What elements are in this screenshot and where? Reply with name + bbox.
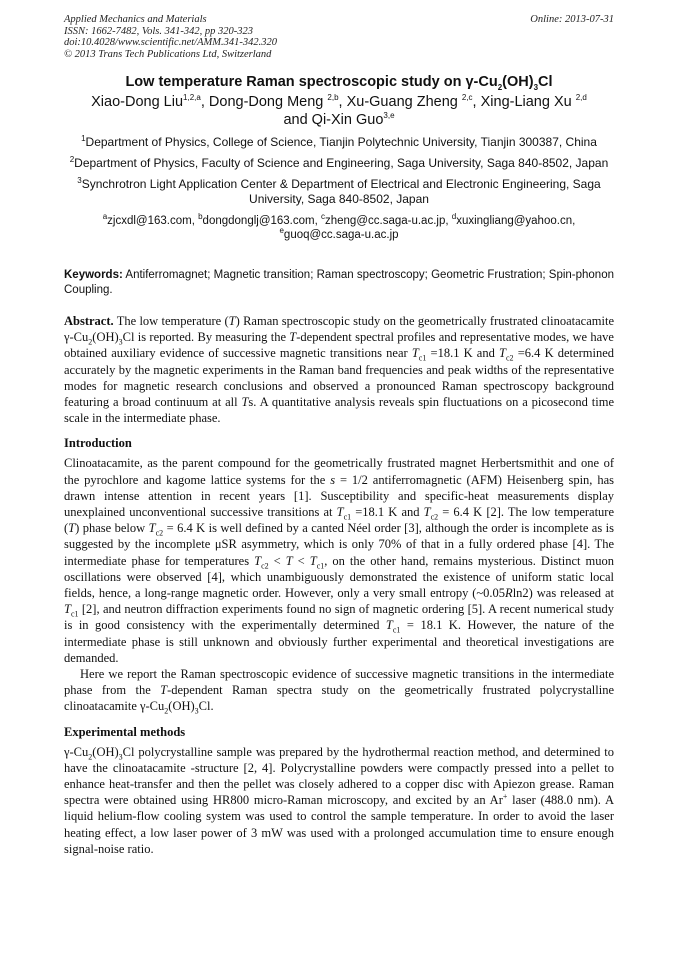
author-list: Xiao-Dong Liu$^{1,2,a}$, Dong-Dong Meng $^{2,b}$, Xu-Guang Zheng $^{2,c}$, Xing-Liang Xu $^{2,d}$ and Qi-Xin Guo$^{3,e}$ bbox=[91, 93, 587, 128]
email-link[interactable]: zjcxdl@163.com, bbox=[107, 215, 199, 227]
doi-line: doi:10.4028/www.scientific.net/AMM.341-342.320 bbox=[64, 37, 277, 48]
author-name: Xing-Liang Xu bbox=[480, 94, 576, 110]
abstract: Abstract. The low temperature (T) Raman spectroscopic study on the geometrically frustrated clinoatacamite $\gamma-Cu_2(OH)_3Cl$ is reported. By measuring the T-dependent spectral profiles and representative modes, we have obtained auxiliary evidence of successive magnetic transitions near $T_{c1} =18.1$ K and $T_{c2} =6.4$ K determined accurately by the magnetic experiments in the Raman band frequencies and peak widths of the representative modes for magnetic research conclusions and observed a pronounced Raman spectroscopy background featuring a broad continuum at all Ts. A quantitative analysis reveals spin fluctuations on a picosecond time scale in the intermediate phase. bbox=[64, 314, 614, 426]
methods-paragraph-1: $\gamma-Cu_2(OH)_3Cl$ polycrystalline sample was prepared by the hydrothermal reaction method, and determined to have the clinoatacamite -structure [2, 4]. Polycrystalline powders were compactly pressed into a pellet to enhance heat-transfer and then the pellet was closely adhered to a copper disc with Apiezon grease. Raman spectra were obtained using HR800 micro-Raman microscopy, and excited by an Ar+ laser (488.0 nm). A liquid helium-flow cooling system was used to control the sample temperature. In order to avoid the laser heating effect, a low laser power of 3 mW was used with a prolonged accumulation time to ensure enough signal-noise ratio. bbox=[64, 744, 614, 856]
email-list: $^a$zjcxdl@163.com, $^b$dongdonglj@163.com, $^c$zheng@cc.saga-u.ac.jp, $^d$xuxingliang@yahoo.cn, $^e$guoq@cc.saga-u.ac.jp bbox=[102, 212, 576, 241]
paper-page bbox=[64, 14, 614, 857]
author-name: and Qi-Xin Guo bbox=[283, 112, 384, 128]
affiliation-1: $^1$Department of Physics, College of Science, Tianjin Polytechnic University, Tianjin 300387, China bbox=[81, 134, 597, 149]
abstract-label: Abstract. bbox=[64, 314, 114, 328]
section-heading-introduction: Introduction bbox=[64, 436, 132, 451]
intro-paragraph-1: Clinoatacamite, as the parent compound for the geometrically frustrated magnet Herbertsmithit and one of the pyrochlore and kagome lattice systems for the s = 1/2 antiferromagnetic (AFM) Heisenberg spin, has drawn intense attention in recent years [1]. Susceptibility and specific-heat measurements display unexplained unconventional successive transitions at $T_{c1} =18.1$ K and $T_{c2} = 6.4$ K [2]. The low temperature (T) phase below $T_{c2} = 6.4$ K is well defined by a canted Néel order [3], although the order is incomplete as is suggested by the incomplete μSR asymmetry, which is only 70% of that in a fully ordered phase [4]. The intermediate phase for temperatures $T_{c2} < T < T_{c1}$, on the other hand, remains mysterious. Distinct muon oscillations were observed [4], which unambiguously demonstrated the existence of uniform static local fields, hence, a long-range magnetic order. However, only a very small entropy (~0.05Rln2) was released at $T_{c1}$ [2], and neutron diffraction experiments found no sign of magnetic ordering [5]. A recent numerical study is in good consistency with the experimentally determined $T_{c1} = 18.1$ K. However, the nature of the intermediate phase is still unknown and obviously further experimental and theoretical investigations are demanded. bbox=[64, 456, 615, 665]
author-name: Xu-Guang Zheng bbox=[346, 94, 462, 110]
author-name: Dong-Dong Meng bbox=[208, 94, 328, 110]
section-heading-experimental-methods: Experimental methods bbox=[64, 724, 186, 739]
intro-paragraph-2: Here we report the Raman spectroscopic evidence of successive magnetic transitions in the intermediate phase from the T-dependent Raman spectra study on the geometrically frustrated polycrystalline clinoatacamite $\gamma-Cu_2(OH)_3Cl$. bbox=[64, 667, 615, 716]
journal-header bbox=[64, 14, 614, 60]
email-link[interactable]: dongdonglj@163.com, bbox=[202, 215, 321, 227]
keywords: Keywords: Antiferromagnet; Magnetic transition; Raman spectroscopy; Geometric Frustration; Spin-phonon Coupling. bbox=[64, 269, 614, 296]
email-link[interactable]: xuxingliang@yahoo.cn, bbox=[456, 215, 576, 227]
affiliation-3: $^3$Synchrotron Light Application Center & Department of Electrical and Electronic Engineering, Saga University, Saga 840-8502, Japan bbox=[77, 176, 601, 206]
email-link[interactable]: zheng@cc.saga-u.ac.jp, bbox=[325, 215, 452, 227]
keywords-label: Keywords: bbox=[64, 269, 123, 281]
affiliation-2: $^2$Department of Physics, Faculty of Science and Engineering, Saga University, Saga 840-8502, Japan bbox=[69, 155, 609, 170]
online-date: Online: 2013-07-31 bbox=[530, 14, 614, 25]
copyright-line: © 2013 Trans Tech Publications Ltd, Switzerland bbox=[64, 48, 272, 60]
author-name: Xiao-Dong Liu bbox=[91, 94, 184, 110]
paper-title: Low temperature Raman spectroscopic study on $\gamma-Cu_2(OH)_3Cl$ bbox=[125, 74, 553, 92]
journal-name: Applied Mechanics and Materials bbox=[64, 14, 207, 25]
issn-line: ISSN: 1662-7482, Vols. 341-342, pp 320-323 bbox=[64, 25, 253, 37]
email-link[interactable]: guoq@cc.saga-u.ac.jp bbox=[283, 229, 399, 241]
